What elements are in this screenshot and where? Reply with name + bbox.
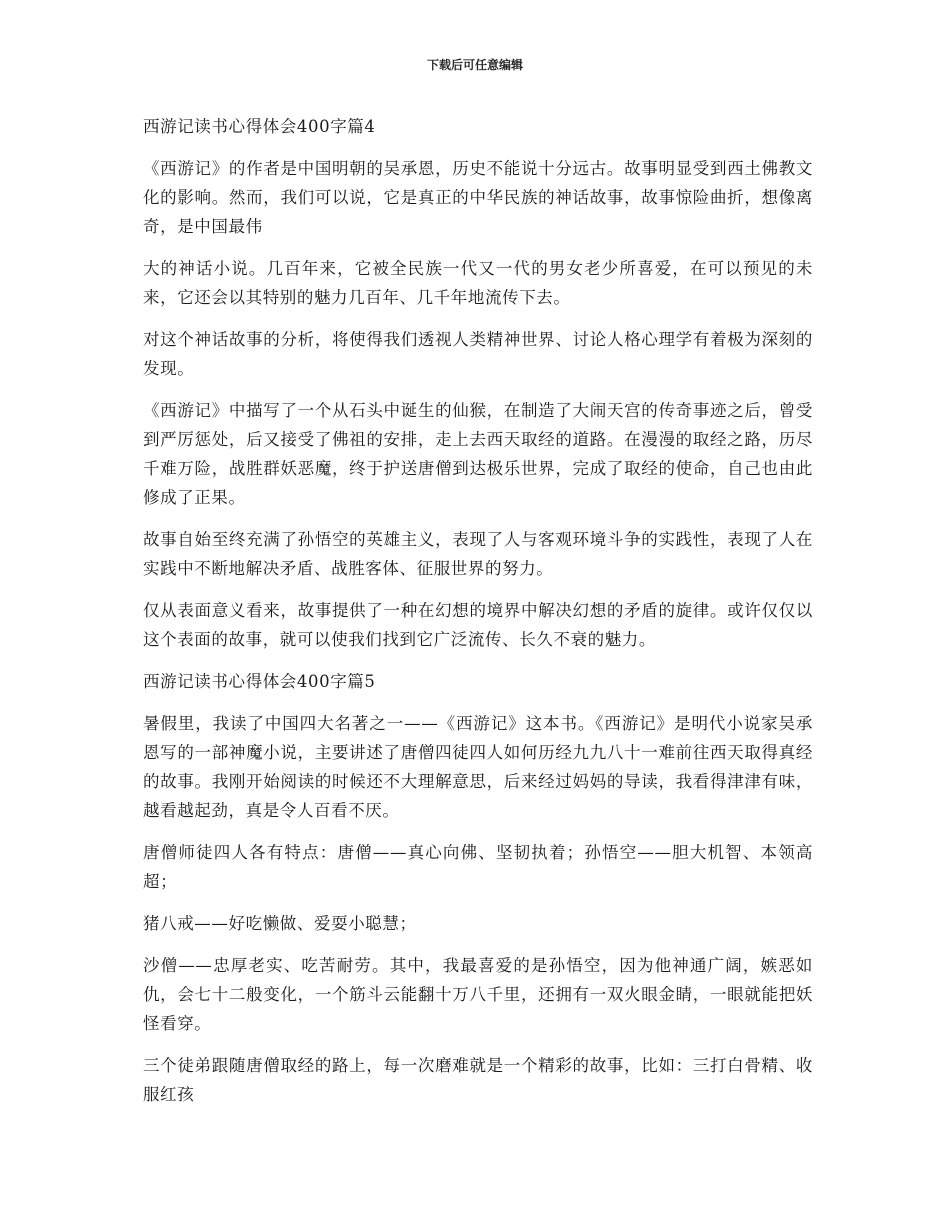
paragraph: 《西游记》的作者是中国明朝的吴承恩，历史不能说十分远古。故事明显受到西土佛教文化的影响。然而，我们可以说，它是真正的中华民族的神话故事，故事惊险曲折，想像离奇，是中国最伟 <box>143 159 813 236</box>
paragraph: 猪八戒——好吃懒做、爱耍小聪慧； <box>143 914 417 933</box>
paragraph: 大的神话小说。几百年来，它被全民族一代又一代的男女老少所喜爱，在可以预见的未来，它还会以其特别的魅力几百年、几千年地流传下去。 <box>143 259 813 307</box>
paragraph: 暑假里，我读了中国四大名著之一——《西游记》这本书。《西游记》是明代小说家吴承恩写的一部神魔小说，主要讲述了唐僧四徒四人如何历经九九八十一难前往西天取得真经的故事。我刚开始阅读的时候还不大理解意思，后来经过妈妈的导读，我看得津津有味，越看越起劲，真是令人百看不厌。 <box>143 714 813 820</box>
section-heading: 西游记读书心得体会400字篇5 <box>143 672 376 691</box>
paragraph: 《西游记》中描写了一个从石头中诞生的仙猴，在制造了大闹天宫的传奇事迹之后，曾受到严厉惩处，后又接受了佛祖的安排，走上去西天取经的道路。在漫漫的取经之路，历尽千难万险，战胜群妖恶魔，终于护送唐僧到达极乐世界，完成了取经的使命，自己也由此修成了正果。 <box>143 401 813 507</box>
paragraph: 唐僧师徒四人各有特点：唐僧——真心向佛、坚韧执着；孙悟空——胆大机智、本领高超； <box>143 843 813 891</box>
paragraph: 仅从表面意义看来，故事提供了一种在幻想的境界中解决幻想的矛盾的旋律。或许仅仅以这个表面的故事，就可以使我们找到它广泛流传、长久不衰的魅力。 <box>143 601 813 649</box>
paragraph: 三个徒弟跟随唐僧取经的路上，每一次磨难就是一个精彩的故事，比如：三打白骨精、收服红孩 <box>143 1056 813 1104</box>
page-header-note: 下载后可任意编辑 <box>426 58 523 72</box>
paragraph: 沙僧——忠厚老实、吃苦耐劳。其中，我最喜爱的是孙悟空，因为他神通广阔，嫉恶如仇，会七十二般变化，一个筋斗云能翻十万八千里，还拥有一双火眼金睛，一眼就能把妖怪看穿。 <box>143 956 813 1033</box>
paragraph: 故事自始至终充满了孙悟空的英雄主义，表现了人与客观环境斗争的实践性，表现了人在实践中不断地解决矛盾、战胜客体、征服世界的努力。 <box>143 530 813 578</box>
section-heading: 西游记读书心得体会400字篇4 <box>143 117 376 136</box>
document-body <box>143 112 813 1122</box>
paragraph: 对这个神话故事的分析，将使得我们透视人类精神世界、讨论人格心理学有着极为深刻的发现。 <box>143 330 813 378</box>
